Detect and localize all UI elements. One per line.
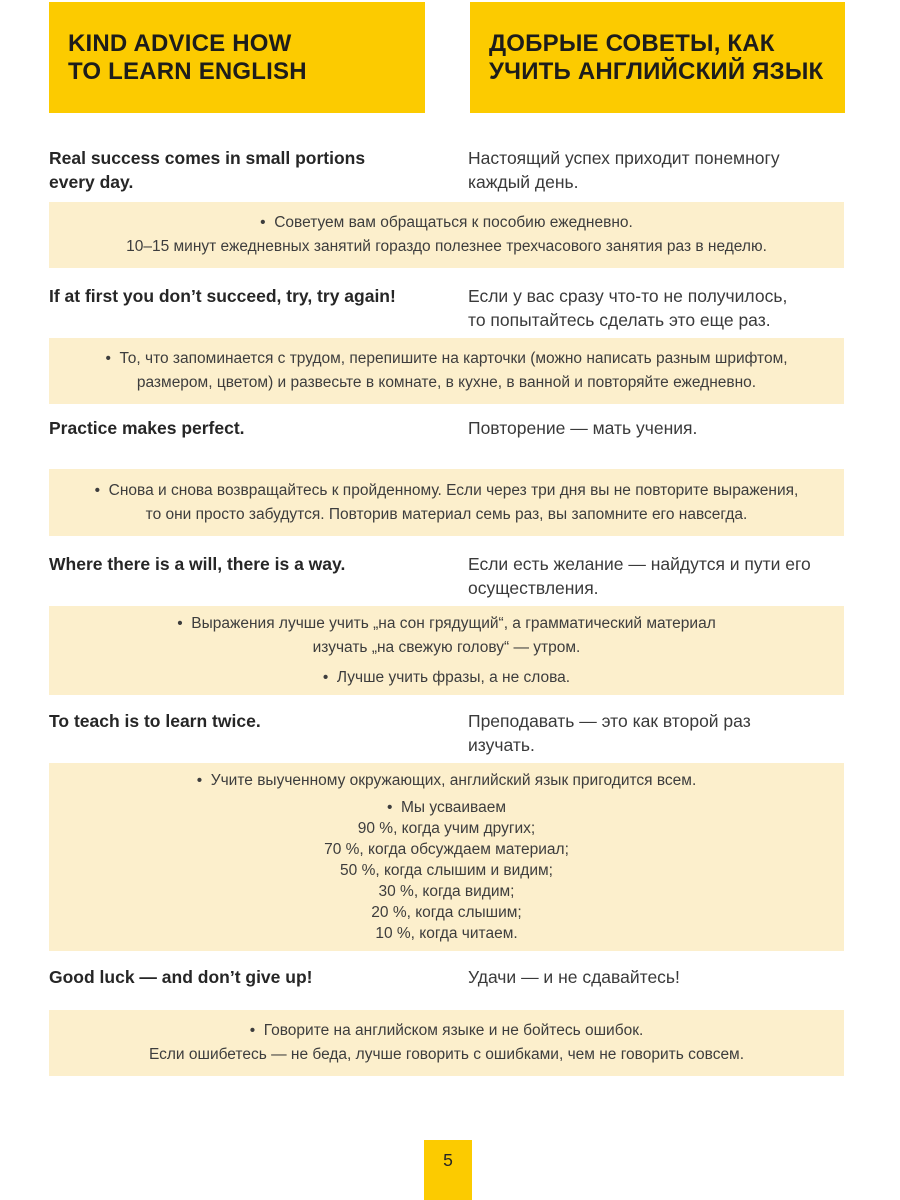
- proverb-line: осуществления.: [468, 578, 599, 598]
- proverb-line: Удачи — и не сдавайтесь!: [468, 967, 680, 987]
- proverb-english-2: [49, 284, 434, 308]
- proverb-line: Настоящий успех приходит понемногу: [468, 148, 780, 168]
- proverb-russian-4: [468, 552, 853, 600]
- header-line: УЧИТЬ АНГЛИЙСКИЙ ЯЗЫК: [489, 57, 824, 85]
- proverb-russian-1: [468, 146, 853, 194]
- tip-paragraph: [49, 211, 844, 259]
- tip-line: • Учите выученному окружающих, английский язык пригодится всем.: [196, 772, 697, 789]
- tip-paragraph: [49, 479, 844, 527]
- tip-line: изучать „на свежую голову“ — утром.: [312, 638, 581, 656]
- tip-paragraph: [49, 347, 844, 395]
- proverb-english-3: [49, 416, 434, 440]
- proverb-line: Если есть желание — найдутся и пути его: [468, 554, 811, 574]
- proverb-line: Where there is a will, there is a way.: [49, 554, 346, 574]
- tip-line: Если ошибетесь — не беда, лучше говорить с ошибками, чем не говорить совсем.: [148, 1046, 745, 1063]
- tip-line: • Снова и снова возвращайтесь к пройденному. Если через три дня вы не повторите выражения,: [94, 481, 799, 499]
- tip-line: то они просто забудутся. Повторив материал семь раз, вы запомните его навсегда.: [145, 505, 748, 523]
- tip-line: • Выражения лучше учить „на сон грядущий“, а грамматический материал: [177, 614, 716, 632]
- proverb-russian-2: [468, 284, 853, 332]
- tip-box-5: [49, 763, 844, 951]
- header-line: TO LEARN ENGLISH: [68, 57, 307, 85]
- tip-box-6: [49, 1010, 844, 1076]
- tip-line: 30 %, когда видим;: [378, 883, 515, 900]
- tip-box-3: [49, 469, 844, 536]
- tip-box-1: [49, 202, 844, 268]
- page-number-box: [424, 1140, 472, 1200]
- tip-paragraph: [49, 666, 844, 690]
- tip-line: • Говорите на английском языке и не бойтесь ошибок.: [249, 1022, 644, 1039]
- header-line: ДОБРЫЕ СОВЕТЫ, КАК: [489, 29, 775, 57]
- tip-line: 10 %, когда читаем.: [375, 925, 518, 942]
- proverb-english-5: [49, 709, 434, 733]
- tip-box-2: [49, 338, 844, 404]
- proverb-english-4: [49, 552, 434, 576]
- tip-paragraph: [49, 1019, 844, 1067]
- tip-line: 90 %, когда учим других;: [357, 820, 536, 837]
- tip-line: • Лучше учить фразы, а не слова.: [322, 668, 571, 686]
- header-box-english: [49, 2, 425, 113]
- proverb-line: Good luck — and don’t give up!: [49, 967, 313, 987]
- tip-line: 20 %, когда слышим;: [371, 904, 522, 921]
- page-number: 5: [443, 1150, 453, 1170]
- proverb-line: Преподавать — это как второй раз: [468, 711, 751, 731]
- proverb-line: Если у вас сразу что-то не получилось,: [468, 286, 788, 306]
- proverb-line: If at first you don’t succeed, try, try again!: [49, 286, 396, 306]
- tip-line: 50 %, когда слышим и видим;: [340, 862, 553, 879]
- tip-line: • Мы усваиваем: [386, 799, 507, 816]
- header-line: KIND ADVICE HOW: [68, 29, 292, 57]
- proverb-line: Повторение — мать учения.: [468, 418, 698, 438]
- tip-line: • Советуем вам обращаться к пособию ежедневно.: [260, 214, 633, 231]
- tip-line: 10–15 минут ежедневных занятий гораздо полезнее трехчасового занятия раз в неделю.: [126, 238, 767, 255]
- proverb-line: каждый день.: [468, 172, 579, 192]
- proverb-line: изучать.: [468, 735, 535, 755]
- proverb-russian-5: [468, 709, 853, 757]
- tip-line: 70 %, когда обсуждаем материал;: [324, 841, 569, 858]
- tip-box-4: [49, 606, 844, 695]
- proverb-line: Real success comes in small portions: [49, 148, 366, 168]
- tip-paragraph: [49, 797, 844, 944]
- proverb-russian-6: [468, 965, 853, 989]
- proverb-russian-3: [468, 416, 853, 440]
- proverb-english-1: [49, 146, 434, 194]
- proverb-line: Practice makes perfect.: [49, 418, 245, 438]
- tip-paragraph: [49, 612, 844, 660]
- proverb-line: то попытайтесь сделать это еще раз.: [468, 310, 771, 330]
- proverb-line: every day.: [49, 172, 134, 192]
- proverb-line: To teach is to learn twice.: [49, 711, 261, 731]
- tip-paragraph: [49, 770, 844, 791]
- header-box-russian: [470, 2, 845, 113]
- tip-line: размером, цветом) и развесьте в комнате, в кухне, в ванной и повторяйте ежедневно.: [136, 374, 757, 391]
- tip-line: • То, что запоминается с трудом, перепишите на карточки (можно написать разным шрифтом,: [105, 350, 788, 367]
- proverb-english-6: [49, 965, 434, 989]
